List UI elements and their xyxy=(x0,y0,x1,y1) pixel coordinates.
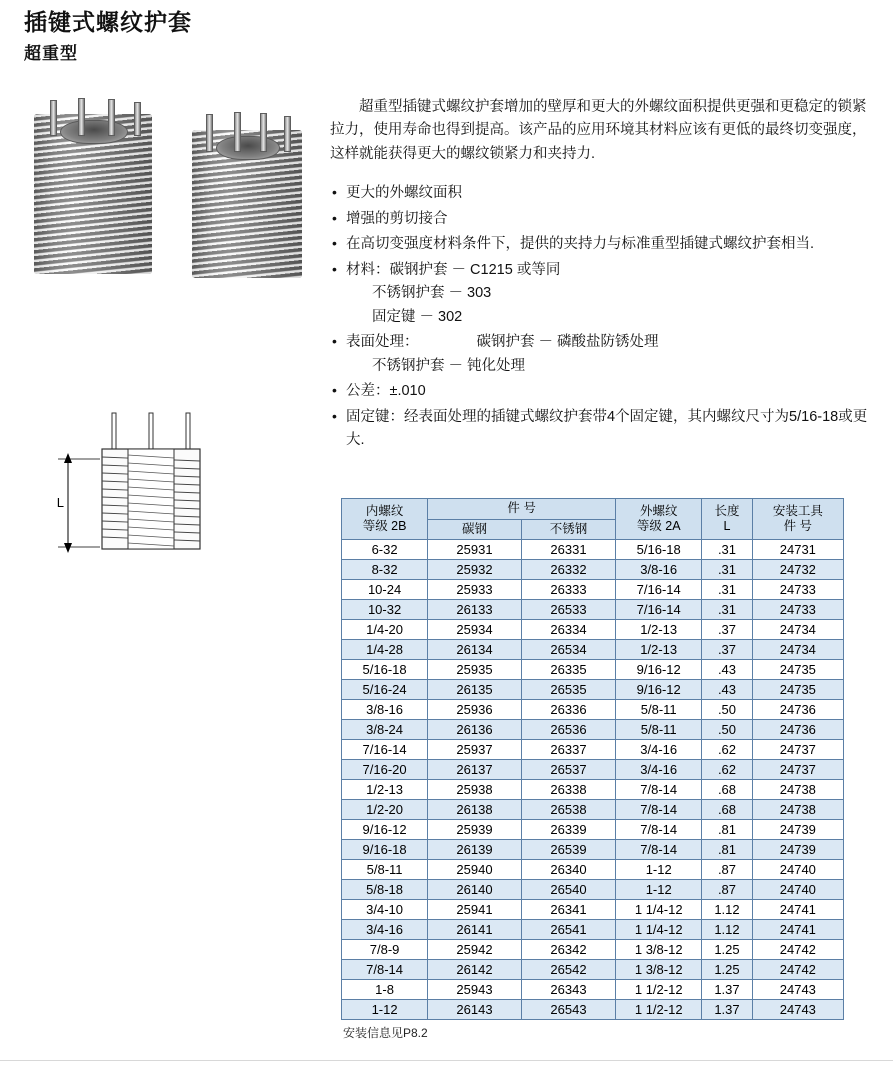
table-row xyxy=(342,960,844,980)
cell-install-tool: 24739 xyxy=(752,840,843,860)
cell-part-carbon: 25934 xyxy=(428,620,522,640)
table-row xyxy=(342,660,844,680)
cell-external-thread: 7/8-14 xyxy=(616,780,702,800)
cell-install-tool: 24735 xyxy=(752,660,843,680)
table-row xyxy=(342,940,844,960)
cell-external-thread: 1 1/2-12 xyxy=(616,1000,702,1020)
feature-subtext: 不锈钢护套 － 303 xyxy=(372,285,492,302)
cell-internal-thread: 8-32 xyxy=(342,560,428,580)
locking-key-icon xyxy=(284,116,291,152)
cell-part-stainless: 26540 xyxy=(521,880,615,900)
cell-part-stainless: 26336 xyxy=(521,700,615,720)
table-row xyxy=(342,760,844,780)
table-row xyxy=(342,880,844,900)
header-line: 内螺纹 xyxy=(365,503,404,518)
cell-part-stainless: 26335 xyxy=(521,660,615,680)
cell-length: .31 xyxy=(702,600,752,620)
list-item xyxy=(330,233,878,256)
cell-external-thread: 7/8-14 xyxy=(616,840,702,860)
table-row xyxy=(342,800,844,820)
cell-part-stainless: 26538 xyxy=(521,800,615,820)
cell-part-stainless: 26542 xyxy=(521,960,615,980)
cell-part-carbon: 25938 xyxy=(428,780,522,800)
cell-part-stainless: 26332 xyxy=(521,560,615,580)
cell-part-carbon: 25936 xyxy=(428,700,522,720)
cell-internal-thread: 5/8-11 xyxy=(342,860,428,880)
header-line: L xyxy=(723,519,731,534)
description-block xyxy=(330,96,878,455)
cell-length: .31 xyxy=(702,560,752,580)
col-header-length xyxy=(702,499,752,540)
cell-part-carbon: 26136 xyxy=(428,720,522,740)
cell-part-carbon: 26143 xyxy=(428,1000,522,1020)
cell-internal-thread: 7/8-14 xyxy=(342,960,428,980)
list-item xyxy=(330,182,878,205)
product-photo-insert-small xyxy=(192,130,302,278)
cell-part-carbon: 26142 xyxy=(428,960,522,980)
header-line: 件 号 xyxy=(783,519,813,534)
spec-table-head xyxy=(342,499,844,540)
cell-length: .81 xyxy=(702,840,752,860)
cell-external-thread: 1 1/2-12 xyxy=(616,980,702,1000)
cell-install-tool: 24741 xyxy=(752,900,843,920)
cell-part-carbon: 25931 xyxy=(428,540,522,560)
cell-internal-thread: 10-24 xyxy=(342,580,428,600)
feature-text: 在高切变强度材料条件下，提供的夹持力与标准重型插键式螺纹护套相当. xyxy=(346,236,815,253)
page-subtitle: 超重型 xyxy=(24,43,78,63)
col-header-stainless-steel: 不锈钢 xyxy=(521,519,615,540)
table-row xyxy=(342,560,844,580)
feature-text: 增强的剪切接合 xyxy=(346,210,448,227)
cell-internal-thread: 1/2-13 xyxy=(342,780,428,800)
cell-part-stainless: 26536 xyxy=(521,720,615,740)
product-photo-group xyxy=(20,92,320,307)
cell-part-stainless: 26343 xyxy=(521,980,615,1000)
cell-install-tool: 24732 xyxy=(752,560,843,580)
cell-length: .87 xyxy=(702,880,752,900)
cell-external-thread: 1/2-13 xyxy=(616,640,702,660)
cell-part-carbon: 25940 xyxy=(428,860,522,880)
cell-part-carbon: 26139 xyxy=(428,840,522,860)
cell-part-stainless: 26341 xyxy=(521,900,615,920)
cell-part-stainless: 26340 xyxy=(521,860,615,880)
cell-external-thread: 5/16-18 xyxy=(616,540,702,560)
cell-length: 1.12 xyxy=(702,920,752,940)
locking-key-icon xyxy=(134,102,141,136)
locking-key-icon xyxy=(206,114,213,152)
cell-part-stainless: 26331 xyxy=(521,540,615,560)
cell-install-tool: 24740 xyxy=(752,860,843,880)
cell-external-thread: 1/2-13 xyxy=(616,620,702,640)
list-item xyxy=(330,208,878,231)
cell-internal-thread: 3/4-10 xyxy=(342,900,428,920)
cell-internal-thread: 9/16-18 xyxy=(342,840,428,860)
table-row xyxy=(342,780,844,800)
cell-install-tool: 24734 xyxy=(752,620,843,640)
table-row xyxy=(342,720,844,740)
cell-part-stainless: 26535 xyxy=(521,680,615,700)
cell-internal-thread: 3/8-16 xyxy=(342,700,428,720)
cell-internal-thread: 5/16-24 xyxy=(342,680,428,700)
table-row xyxy=(342,540,844,560)
table-row xyxy=(342,680,844,700)
page-title-block xyxy=(24,8,192,64)
cell-external-thread: 7/8-14 xyxy=(616,800,702,820)
cell-install-tool: 24742 xyxy=(752,960,843,980)
cell-part-carbon: 25933 xyxy=(428,580,522,600)
header-line: 外螺纹 xyxy=(639,503,678,518)
feature-text: 材料：碳钢护套 － C1215 或等同 xyxy=(346,261,561,278)
cell-install-tool: 24731 xyxy=(752,540,843,560)
table-row xyxy=(342,620,844,640)
header-line: 等级 2B xyxy=(362,519,407,534)
cell-part-stainless: 26533 xyxy=(521,600,615,620)
cell-external-thread: 1 1/4-12 xyxy=(616,900,702,920)
cell-part-carbon: 25942 xyxy=(428,940,522,960)
table-row xyxy=(342,820,844,840)
cell-part-carbon: 25941 xyxy=(428,900,522,920)
cell-internal-thread: 9/16-12 xyxy=(342,820,428,840)
cell-length: 1.12 xyxy=(702,900,752,920)
footer-divider xyxy=(0,1060,893,1061)
table-row xyxy=(342,980,844,1000)
header-line: 等级 2A xyxy=(636,519,681,534)
locking-key-icon xyxy=(260,113,267,152)
feature-text: 更大的外螺纹面积 xyxy=(346,185,462,202)
cell-internal-thread: 6-32 xyxy=(342,540,428,560)
cell-internal-thread: 5/16-18 xyxy=(342,660,428,680)
cell-install-tool: 24739 xyxy=(752,820,843,840)
cell-install-tool: 24737 xyxy=(752,740,843,760)
cell-external-thread: 5/8-11 xyxy=(616,720,702,740)
cell-length: .43 xyxy=(702,680,752,700)
table-row xyxy=(342,840,844,860)
cell-install-tool: 24736 xyxy=(752,720,843,740)
cell-length: .50 xyxy=(702,700,752,720)
cell-length: .37 xyxy=(702,640,752,660)
cell-part-carbon: 26133 xyxy=(428,600,522,620)
cell-part-carbon: 26134 xyxy=(428,640,522,660)
feature-subtext: 不锈钢护套 － 钝化处理 xyxy=(372,357,526,374)
cell-length: .31 xyxy=(702,540,752,560)
cell-external-thread: 9/16-12 xyxy=(616,660,702,680)
cell-part-carbon: 26141 xyxy=(428,920,522,940)
table-row xyxy=(342,700,844,720)
list-item xyxy=(330,331,878,378)
cell-part-stainless: 26541 xyxy=(521,920,615,940)
cell-external-thread: 7/8-14 xyxy=(616,820,702,840)
list-item xyxy=(330,406,878,453)
cell-length: .43 xyxy=(702,660,752,680)
technical-drawing xyxy=(24,405,304,575)
cell-part-stainless: 26534 xyxy=(521,640,615,660)
spec-table-wrapper xyxy=(341,498,844,1041)
cell-external-thread: 5/8-11 xyxy=(616,700,702,720)
cell-internal-thread: 10-32 xyxy=(342,600,428,620)
header-line: 安装工具 xyxy=(772,503,823,518)
locking-key-icon xyxy=(78,98,85,136)
cell-external-thread: 9/16-12 xyxy=(616,680,702,700)
dimension-label-l: L xyxy=(56,495,64,510)
cell-part-stainless: 26337 xyxy=(521,740,615,760)
table-row xyxy=(342,640,844,660)
cell-install-tool: 24733 xyxy=(752,600,843,620)
cell-external-thread: 3/4-16 xyxy=(616,740,702,760)
cell-external-thread: 7/16-14 xyxy=(616,600,702,620)
cell-part-carbon: 25937 xyxy=(428,740,522,760)
cell-part-stainless: 26339 xyxy=(521,820,615,840)
cell-internal-thread: 1-8 xyxy=(342,980,428,1000)
cell-install-tool: 24734 xyxy=(752,640,843,660)
col-header-internal-thread xyxy=(342,499,428,540)
cell-length: 1.25 xyxy=(702,960,752,980)
intro-paragraph: 超重型插键式螺纹护套增加的壁厚和更大的外螺纹面积提供更强和更稳定的锁紧拉力，使用寿命也得到提高。该产品的应用环境其材料应该有更低的最终切变强度，这样就能获得更大的螺纹锁紧力和夹持力. xyxy=(330,99,867,162)
cell-internal-thread: 3/8-24 xyxy=(342,720,428,740)
cell-part-stainless: 26537 xyxy=(521,760,615,780)
cell-install-tool: 24735 xyxy=(752,680,843,700)
cell-part-stainless: 26539 xyxy=(521,840,615,860)
cell-install-tool: 24742 xyxy=(752,940,843,960)
cell-install-tool: 24738 xyxy=(752,800,843,820)
locking-key-icon xyxy=(50,100,57,136)
insert-bore xyxy=(60,120,128,144)
table-row xyxy=(342,860,844,880)
cell-internal-thread: 5/8-18 xyxy=(342,880,428,900)
list-item xyxy=(330,380,878,403)
spec-table-body xyxy=(342,540,844,1020)
cell-length: 1.37 xyxy=(702,980,752,1000)
col-header-install-tool xyxy=(752,499,843,540)
cell-length: .68 xyxy=(702,800,752,820)
table-header-row-1 xyxy=(342,499,844,520)
cell-external-thread: 1-12 xyxy=(616,860,702,880)
cell-part-carbon: 25939 xyxy=(428,820,522,840)
feature-text: 固定键：经表面处理的插键式螺纹护套带4个固定键，其内螺纹尺寸为5/16-18或更大. xyxy=(346,408,868,449)
cell-part-carbon: 26138 xyxy=(428,800,522,820)
cell-part-carbon: 25932 xyxy=(428,560,522,580)
cell-internal-thread: 7/16-14 xyxy=(342,740,428,760)
cell-install-tool: 24736 xyxy=(752,700,843,720)
cell-length: .37 xyxy=(702,620,752,640)
col-header-carbon-steel: 碳钢 xyxy=(428,519,522,540)
cell-external-thread: 1 3/8-12 xyxy=(616,960,702,980)
cell-length: .62 xyxy=(702,740,752,760)
cell-length: 1.25 xyxy=(702,940,752,960)
table-row xyxy=(342,900,844,920)
cell-install-tool: 24733 xyxy=(752,580,843,600)
feature-text: 公差：±.010 xyxy=(346,383,426,400)
spec-table xyxy=(341,498,844,1020)
cell-length: 1.37 xyxy=(702,1000,752,1020)
cell-length: .68 xyxy=(702,780,752,800)
table-row xyxy=(342,740,844,760)
cell-part-stainless: 26334 xyxy=(521,620,615,640)
cell-length: .87 xyxy=(702,860,752,880)
cell-external-thread: 1 3/8-12 xyxy=(616,940,702,960)
cell-install-tool: 24740 xyxy=(752,880,843,900)
locking-key-icon xyxy=(234,112,241,152)
list-item xyxy=(330,259,878,329)
table-row xyxy=(342,580,844,600)
cell-length: .50 xyxy=(702,720,752,740)
cell-part-stainless: 26338 xyxy=(521,780,615,800)
cell-external-thread: 1 1/4-12 xyxy=(616,920,702,940)
feature-subtext: 固定键 － 302 xyxy=(372,308,463,325)
cell-length: .62 xyxy=(702,760,752,780)
cell-install-tool: 24737 xyxy=(752,760,843,780)
cell-external-thread: 3/8-16 xyxy=(616,560,702,580)
insert-bore xyxy=(216,136,280,160)
cell-length: .81 xyxy=(702,820,752,840)
cell-internal-thread: 1/4-20 xyxy=(342,620,428,640)
cell-part-carbon: 25943 xyxy=(428,980,522,1000)
cell-install-tool: 24743 xyxy=(752,1000,843,1020)
cell-install-tool: 24743 xyxy=(752,980,843,1000)
cell-part-stainless: 26342 xyxy=(521,940,615,960)
cell-external-thread: 7/16-14 xyxy=(616,580,702,600)
cell-internal-thread: 3/4-16 xyxy=(342,920,428,940)
table-row xyxy=(342,600,844,620)
table-row xyxy=(342,1000,844,1020)
cell-part-stainless: 26543 xyxy=(521,1000,615,1020)
col-header-part-number: 件 号 xyxy=(428,499,616,520)
locking-key-icon xyxy=(108,99,115,136)
cell-internal-thread: 1/4-28 xyxy=(342,640,428,660)
feature-text-extra: 碳钢护套 － 磷酸盐防锈处理 xyxy=(476,334,659,351)
cell-internal-thread: 7/8-9 xyxy=(342,940,428,960)
cell-length: .31 xyxy=(702,580,752,600)
cell-part-carbon: 26135 xyxy=(428,680,522,700)
cell-internal-thread: 7/16-20 xyxy=(342,760,428,780)
header-line: 长度 xyxy=(714,503,740,518)
drawing-svg xyxy=(24,405,304,575)
col-header-external-thread xyxy=(616,499,702,540)
feature-list xyxy=(330,182,878,452)
page-title: 插键式螺纹护套 xyxy=(24,9,192,35)
cell-internal-thread: 1-12 xyxy=(342,1000,428,1020)
cell-part-stainless: 26333 xyxy=(521,580,615,600)
cell-internal-thread: 1/2-20 xyxy=(342,800,428,820)
cell-part-carbon: 26137 xyxy=(428,760,522,780)
cell-part-carbon: 26140 xyxy=(428,880,522,900)
cell-external-thread: 3/4-16 xyxy=(616,760,702,780)
product-photo-insert-large xyxy=(34,114,152,274)
cell-install-tool: 24741 xyxy=(752,920,843,940)
cell-external-thread: 1-12 xyxy=(616,880,702,900)
cell-install-tool: 24738 xyxy=(752,780,843,800)
table-row xyxy=(342,920,844,940)
cell-part-carbon: 25935 xyxy=(428,660,522,680)
table-note: 安装信息见P8.2 xyxy=(343,1026,428,1041)
feature-text: 表面处理： xyxy=(346,334,419,351)
